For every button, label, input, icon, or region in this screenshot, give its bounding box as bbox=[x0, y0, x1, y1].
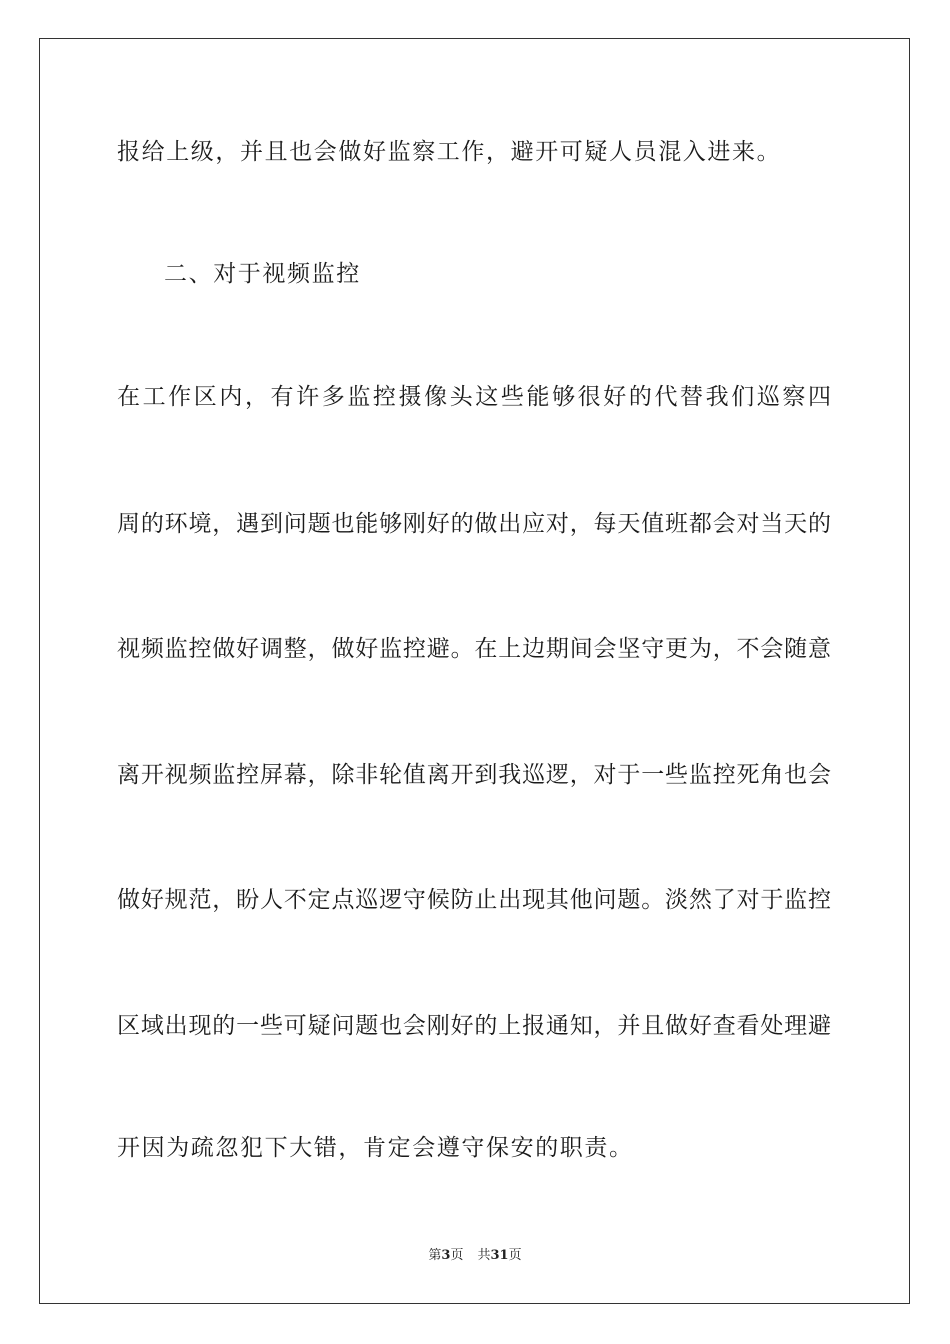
total-prefix: 共 bbox=[477, 1248, 491, 1263]
paragraph-line-4: 视频监控做好调整，做好监控避。在上边期间会坚守更为，不会随意 bbox=[117, 636, 831, 662]
page-footer bbox=[0, 1248, 950, 1264]
paragraph-line-5: 离开视频监控屏幕，除非轮值离开到我巡逻，对于一些监控死角也会 bbox=[117, 762, 831, 788]
page-prefix: 第 bbox=[428, 1248, 442, 1263]
page-number: 3 bbox=[441, 1248, 451, 1263]
paragraph-line-3: 周的环境，遇到问题也能够刚好的做出应对，每天值班都会对当天的 bbox=[117, 511, 831, 537]
paragraph-line-2: 在工作区内，有许多监控摄像头这些能够很好的代替我们巡察四 bbox=[117, 384, 831, 410]
paragraph-line-8: 开因为疏忽犯下大错，肯定会遵守保安的职责。 bbox=[117, 1135, 634, 1161]
paragraph-line-7: 区域出现的一些可疑问题也会刚好的上报通知，并且做好查看处理避 bbox=[117, 1013, 831, 1039]
paragraph-line-1: 报给上级，并且也会做好监察工作，避开可疑人员混入进来。 bbox=[117, 139, 782, 165]
paragraph-line-6: 做好规范，盼人不定点巡逻守候防止出现其他问题。淡然了对于监控 bbox=[117, 887, 831, 913]
section-heading: 二、对于视频监控 bbox=[164, 261, 361, 287]
page-border bbox=[39, 38, 910, 1304]
total-pages: 31 bbox=[490, 1248, 509, 1263]
page-suffix: 页 bbox=[450, 1248, 464, 1263]
total-suffix: 页 bbox=[508, 1248, 522, 1263]
